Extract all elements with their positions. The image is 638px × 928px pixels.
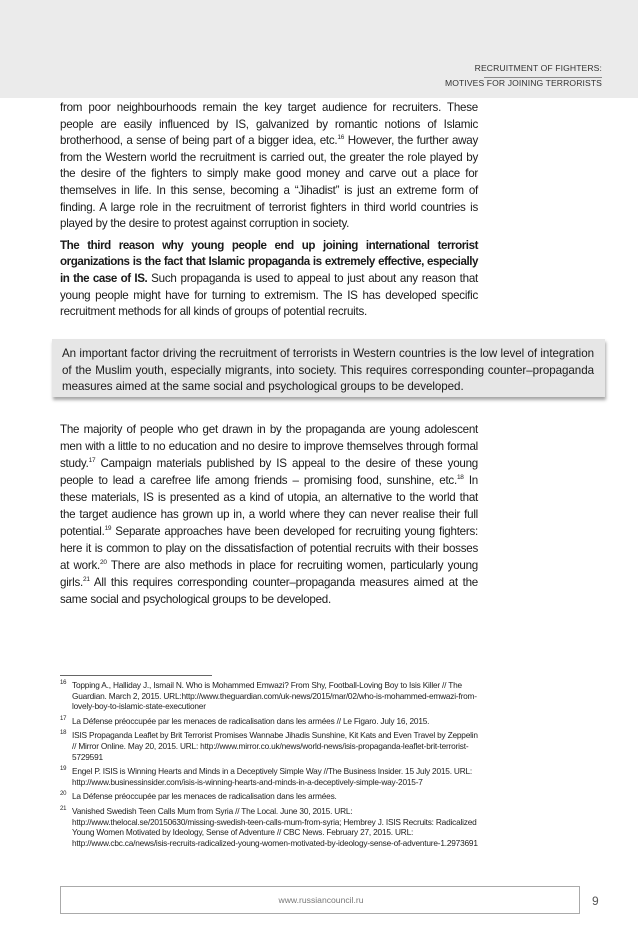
footnote-19: 19 Engel P. ISIS is Winning Hearts and Minds in a Deceptively Simple Way //The Business Insider. 15 July 2015. URL: http://www.businessinsider.com/isis-is-winning-hearts-and-minds-in-a-deceptively-simple-way-2015-7	[60, 766, 473, 787]
header-divider	[484, 77, 602, 78]
running-header-line1: RECRUITMENT OF FIGHTERS:	[474, 63, 602, 73]
paragraph-3: The majority of people who get drawn in by the propaganda are young adolescent men with a little to no education and no desire to improve themselves through formal study.$^{17}$ Campaign materials published by IS appeal to the desire of these young people to lead a carefree life among friends – promising food, sunshine, etc.$^{18}$ In these materials, IS is presented as a kind of utopia, an alternative to the world that the target audience has grown up in, a world where they can never realise their full potential.$^{19}$ Separate approaches have been developed for recruiting young fighters: here it is common to play on the dissatisfaction of potential recruits with their bosses at work.$^{20}$ There are also methods in place for recruiting women, particularly young girls.$^{21}$ All this requires corresponding counter–propaganda measures aimed at the same social and psychological groups to be developed.	[60, 423, 479, 606]
footnote-16: 16 Topping A., Halliday J., Ismail N. Who is Mohammed Emwazi? From Shy, Football-Loving Boy to Isis Killer // The Guardian. March 2, 2015. URL:http://www.theguardian.com/uk-news/2015/mar/02/who-is-mohammed-emwazi-from-lovely-boy-to-islamic-state-executioner	[60, 680, 477, 712]
footnotes	[60, 680, 480, 852]
main-text-lower	[60, 421, 478, 608]
footer-box	[60, 886, 580, 914]
callout-text: An important factor driving the recruitment of terrorists in Western countries is the low level of integration of the Muslim youth, especially migrants, into society. This requires corresponding counter–propaganda measures aimed at the same social and psychological groups to be developed.	[62, 347, 594, 394]
footnote-ref-19[interactable]: 19	[104, 525, 112, 532]
footnote-ref-16[interactable]: 16	[337, 134, 345, 142]
callout-box	[52, 339, 605, 397]
main-text-upper	[60, 100, 478, 326]
running-header	[445, 61, 602, 91]
footnote-17: 17 La Défense préoccupée par les menaces de radicalisation dans les armées // Le Figaro. July 16, 2015.	[60, 715, 430, 726]
footnote-ref-21[interactable]: 21	[82, 576, 90, 583]
paragraph-2: The third reason why young people end up joining international terrorist organizations is the fact that Islamic propaganda is extremely effective, especially in the case of IS. Such propaganda is used to appeal to just about any reason that young people might have for turning to extremism. The IS has developed specific recruitment methods for all kinds of groups of potential recruits.	[60, 238, 478, 319]
footnote-ref-18[interactable]: 18	[456, 474, 464, 481]
running-header-line2: MOTIVES FOR JOINING TERRORISTS	[444, 78, 602, 88]
footnote-divider	[60, 675, 212, 676]
footer-url-link[interactable]: www.russiancouncil.ru	[278, 895, 364, 905]
footnote-18: 18 ISIS Propaganda Leaflet by Brit Terrorist Promises Wannabe Jihadis Sunshine, Kit Kats and Even Travel by Zeppelin // Mirror Online. May 20, 2015. URL: http://www.mirror.co.uk/news/world-news/isis-propaganda-leaflet-brit-terrorist-5729591	[60, 730, 478, 762]
footnote-ref-17[interactable]: 17	[88, 457, 96, 464]
page-number: 9	[592, 894, 599, 908]
footnote-21: 21 Vanished Swedish Teen Calls Mum from Syria // The Local. June 30, 2015. URL: http://www.thelocal.se/20150630/missing-swedish-teen-calls-mum-from-syria; Hembrey J. ISIS Recruits: Radicalized Young Women Motivated by Ideology, Sense of Adventure // CBC News. February 27, 2015. URL: http://www.cbc.ca/news/isis-recruits-radicalized-young-women-motivated-by-ideology-sense-of-adventure-1.2973691	[60, 805, 478, 848]
paragraph-1: from poor neighbourhoods remain the key target audience for recruiters. These people are easily influenced by IS, galvanized by romantic notions of Islamic brotherhood, a sense of being part of a bigger idea, etc.$^{16}$ However, the further away from the Western world the recruitment is carried out, the greater the role played by the desire of the fighters to simply make good money and carve out a place for themselves in life. In this sense, becoming a “Jihadist” is just an extreme form of finding. A large role in the recruitment of terrorist fighters in third world countries is played by the desire to protest against corruption in society.	[60, 101, 479, 231]
footnote-20: 20 La Défense préoccupée par les menaces de radicalisation dans les armées.	[60, 791, 337, 802]
bold-lead-sentence: The third reason why young people end up joining international terrorist organizations is the fact that Islamic propaganda is extremely effective, especially in the case of IS.	[60, 238, 478, 285]
footnote-ref-20[interactable]: 20	[99, 559, 107, 566]
